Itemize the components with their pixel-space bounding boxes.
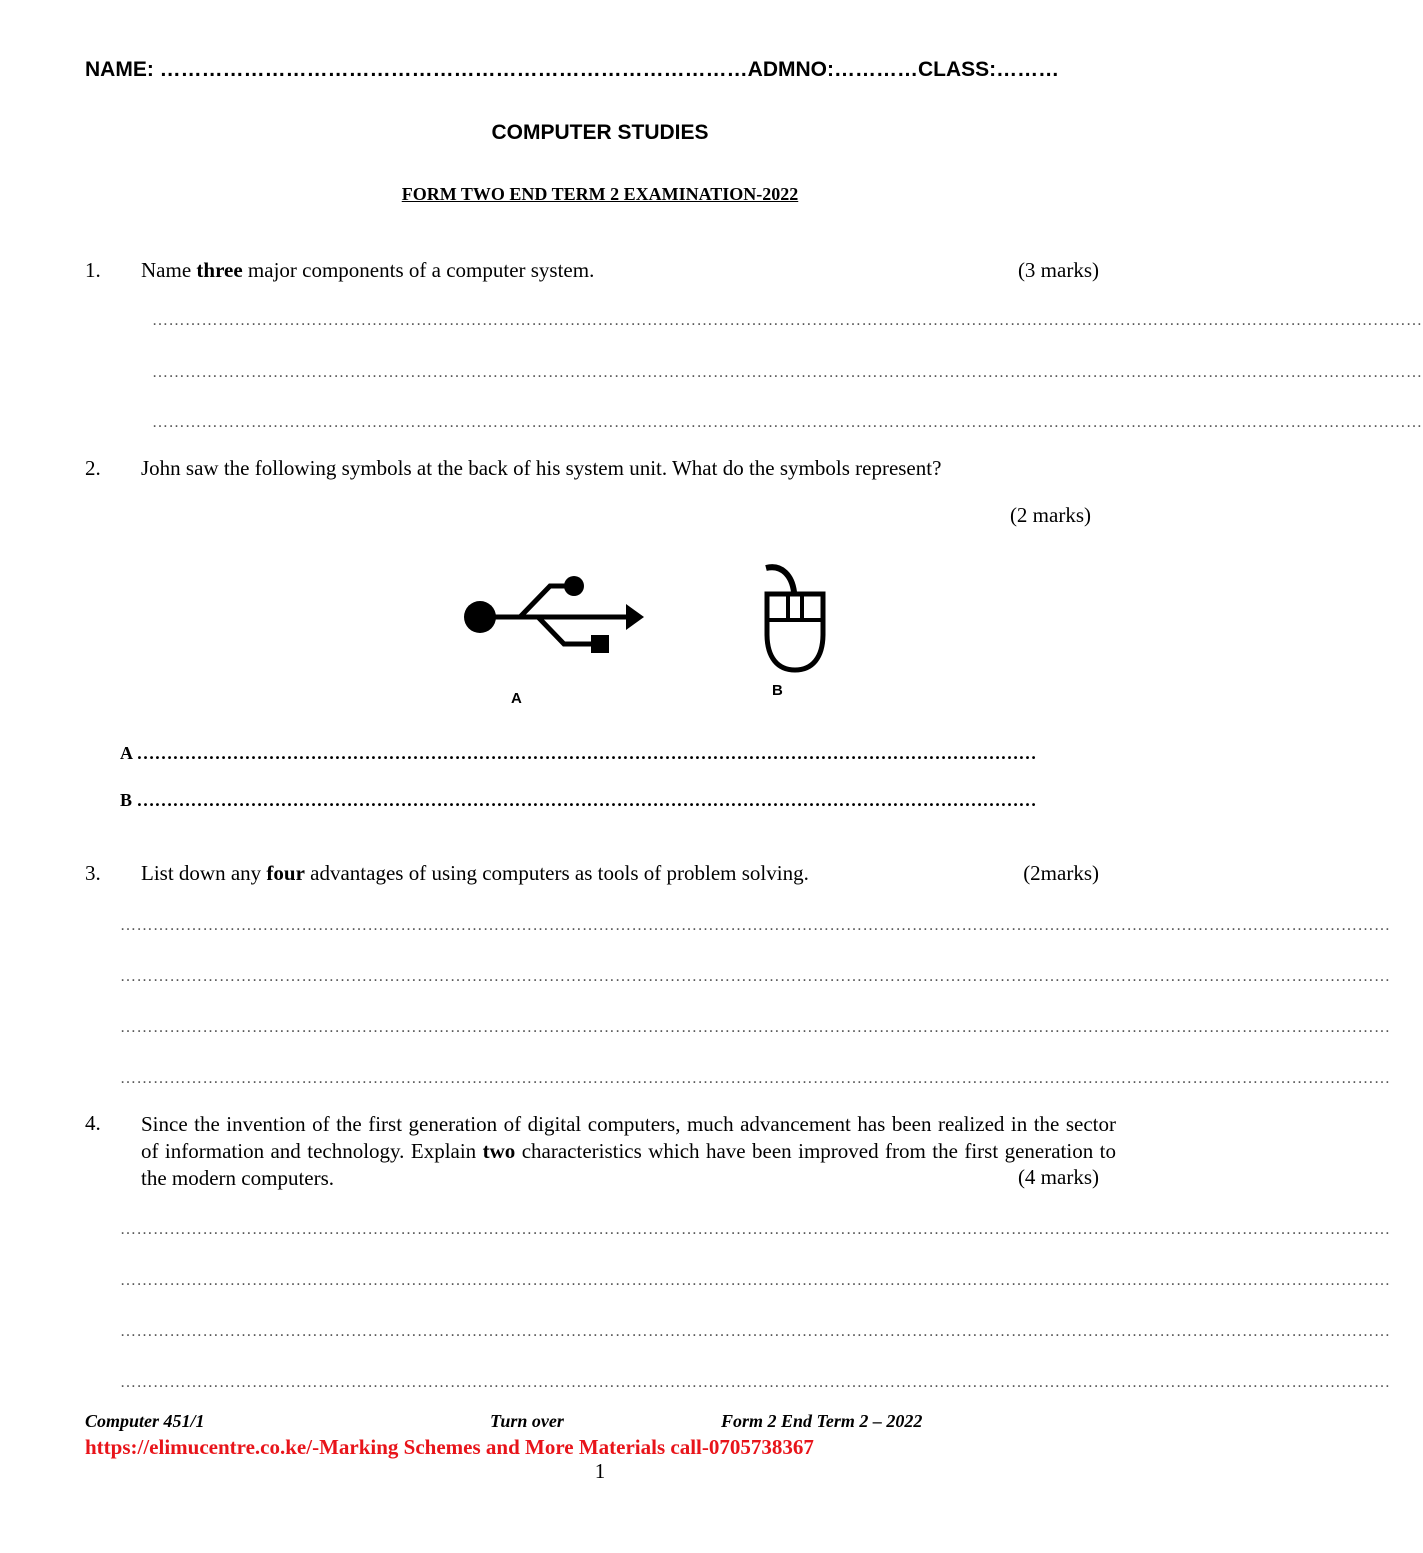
q3-answer-line-3[interactable]: …………………………………………………………………………………………………………………………………………………………………………………………………………… (120, 1019, 1391, 1036)
symbol-b-label: B (772, 682, 783, 699)
q1-number: 1. (85, 258, 101, 282)
q4-answer-line-2[interactable]: …………………………………………………………………………………………………………………………………………………………………………………………………………… (120, 1272, 1391, 1289)
q4-answer-line-3[interactable]: …………………………………………………………………………………………………………………………………………………………………………………………………………… (120, 1323, 1391, 1340)
q3-marks: (2marks) (1023, 861, 1099, 885)
q3-answer-line-4[interactable]: …………………………………………………………………………………………………………………………………………………………………………………………………………… (120, 1070, 1391, 1087)
footer-turn-over: Turn over (490, 1411, 564, 1431)
q1-answer-line-3[interactable]: …………………………………………………………………………………………………………………………………………………………………………………………………………… (152, 414, 1423, 431)
footer-exam-name: Form 2 End Term 2 – 2022 (721, 1411, 923, 1431)
page-number: 1 (594, 1459, 606, 1483)
q2-answer-b[interactable]: B …………………………………………………………………………………………………………………………………… (120, 790, 1037, 810)
symbol-a-label: A (511, 690, 522, 707)
q3-number: 3. (85, 861, 101, 885)
footer-website-link[interactable]: https://elimucentre.co.ke/-Marking Schemes and More Materials call-0705738367 (85, 1435, 814, 1459)
q4-number: 4. (85, 1111, 101, 1135)
q4-answer-line-1[interactable]: …………………………………………………………………………………………………………………………………………………………………………………………………………… (120, 1221, 1391, 1238)
q3-answer-line-2[interactable]: …………………………………………………………………………………………………………………………………………………………………………………………………………… (120, 968, 1391, 985)
q3-answer-line-1[interactable]: …………………………………………………………………………………………………………………………………………………………………………………………………………… (120, 917, 1391, 934)
q1-text: Name three major components of a computer system. (141, 258, 595, 282)
exam-title: FORM TWO END TERM 2 EXAMINATION-2022 (401, 184, 799, 204)
q1-answer-line-2[interactable]: …………………………………………………………………………………………………………………………………………………………………………………………………………… (152, 364, 1423, 381)
q4-text: Since the invention of the first generation of digital computers, much advancement has been realized in the sector of information and technology. Explain two characteristics which have been improved from the first generation to the modern computers. (141, 1112, 1116, 1190)
q2-answer-a[interactable]: A …………………………………………………………………………………………………………………………………… (120, 743, 1037, 763)
q2-marks: (2 marks) (1009, 503, 1091, 527)
usb-icon (460, 572, 650, 662)
subject-title: COMPUTER STUDIES (491, 121, 709, 144)
footer-course-code: Computer 451/1 (85, 1411, 205, 1431)
q3-text: List down any four advantages of using computers as tools of problem solving. (141, 861, 809, 885)
q2-text: John saw the following symbols at the back of his system unit. What do the symbols represent? (141, 456, 942, 480)
q1-answer-line-1[interactable]: …………………………………………………………………………………………………………………………………………………………………………………………………………… (152, 312, 1423, 329)
q4-answer-line-4[interactable]: …………………………………………………………………………………………………………………………………………………………………………………………………………… (120, 1374, 1391, 1391)
mouse-icon (760, 562, 832, 674)
student-details-line: NAME: …………………………………………………………………………ADMNO:…………CLASS:……… (85, 58, 1060, 81)
q2-number: 2. (85, 456, 101, 480)
q4-marks: (4 marks) (1017, 1165, 1099, 1189)
q1-marks: (3 marks) (1017, 258, 1099, 282)
